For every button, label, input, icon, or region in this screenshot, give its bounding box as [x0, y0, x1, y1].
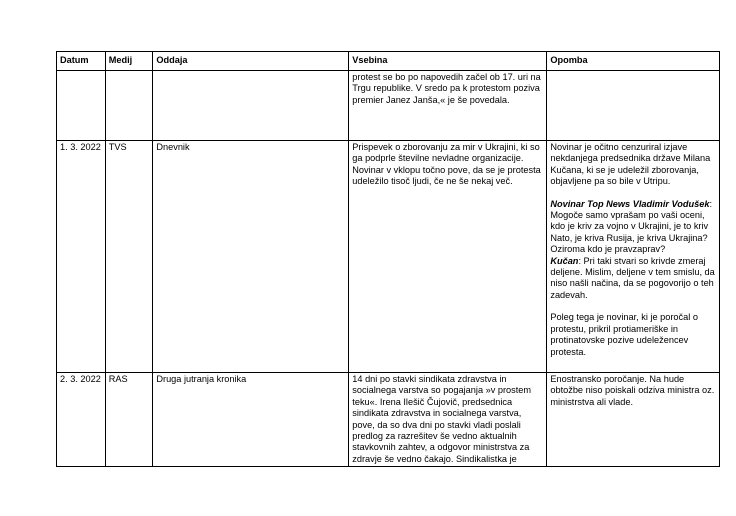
header-datum: Datum: [57, 52, 106, 71]
quote-paragraph: [550, 199, 716, 256]
header-oddaja: Oddaja: [153, 52, 349, 71]
table-row: [57, 373, 720, 467]
speaker-quote: : Mogoče samo vprašam po vaši oceni, kdo je kriv za vojno v Ukrajini, je to kriv Nato, je kriva Rusija, je kriva Ukrajina? Oziroma kdo je pravzaprav?: [550, 198, 713, 255]
speaker-name: Novinar Top News Vladimir Vodušek: [550, 198, 710, 209]
cell-medij: RAS: [105, 373, 153, 467]
speaker-name: Kučan: [550, 255, 579, 266]
quote-paragraph: [550, 256, 716, 302]
media-monitoring-table: [56, 51, 720, 467]
cell-datum: [57, 71, 106, 141]
cell-vsebina: protest se bo po napovedih začel ob 17. uri na Trgu republike. V sredo pa k protestom poziva premier Janez Janša,« je še povedala.: [349, 71, 547, 141]
table-row: [57, 141, 720, 373]
header-medij: Medij: [105, 52, 153, 71]
speaker-quote: : Pri taki stvari so krivde zmeraj deljene. Mislim, deljene v tem smislu, da niso našli načina, da se pogovorijo o teh zadevah.: [550, 255, 715, 300]
table-row: [57, 71, 720, 141]
cell-opomba: Enostransko poročanje. Na hude obtožbe niso poiskali odziva ministra oz. ministrstva ali vlade.: [547, 373, 720, 467]
cell-oddaja: Dnevnik: [153, 141, 349, 373]
cell-datum: 2. 3. 2022: [57, 373, 106, 467]
note-paragraph: Novinar je očitno cenzuriral izjave nekdanjega predsednika države Milana Kučana, ki se je udeležil zborovanja, objavljene pa so bile v Utripu.: [550, 142, 711, 187]
cell-vsebina: Prispevek o zborovanju za mir v Ukrajini, ki so ga podprle številne nevladne organizacije. Novinar v vklopu točno pove, da se je protesta udeležilo tisoč ljudi, če ne še nekaj več.: [349, 141, 547, 373]
cell-vsebina: 14 dni po stavki sindikata zdravstva in socialnega varstva so pogajanja »v prostem teku«. Irena Ilešič Čujovič, predsednica sindikata zdravstva in socialnega varstva, pove, da so dva dni po stavki vladi poslali predlog za razrešitev še vedno aktualnih stavkovnih zahtev, a odgovor ministrstva za zdravje še vedno čakajo. Sindikalistka je: [349, 373, 547, 467]
header-vsebina: Vsebina: [349, 52, 547, 71]
cell-opomba: [547, 71, 720, 141]
cell-oddaja: [153, 71, 349, 141]
table-header-row: [57, 52, 720, 71]
note-paragraph: Poleg tega je novinar, ki je poročal o protestu, prikril protiameriške in protinatovske pozive udeležencev protesta.: [550, 312, 698, 357]
cell-medij: [105, 71, 153, 141]
cell-oddaja: Druga jutranja kronika: [153, 373, 349, 467]
cell-datum: 1. 3. 2022: [57, 141, 106, 373]
header-opomba: Opomba: [547, 52, 720, 71]
cell-medij: TVS: [105, 141, 153, 373]
cell-opomba: [547, 141, 720, 373]
